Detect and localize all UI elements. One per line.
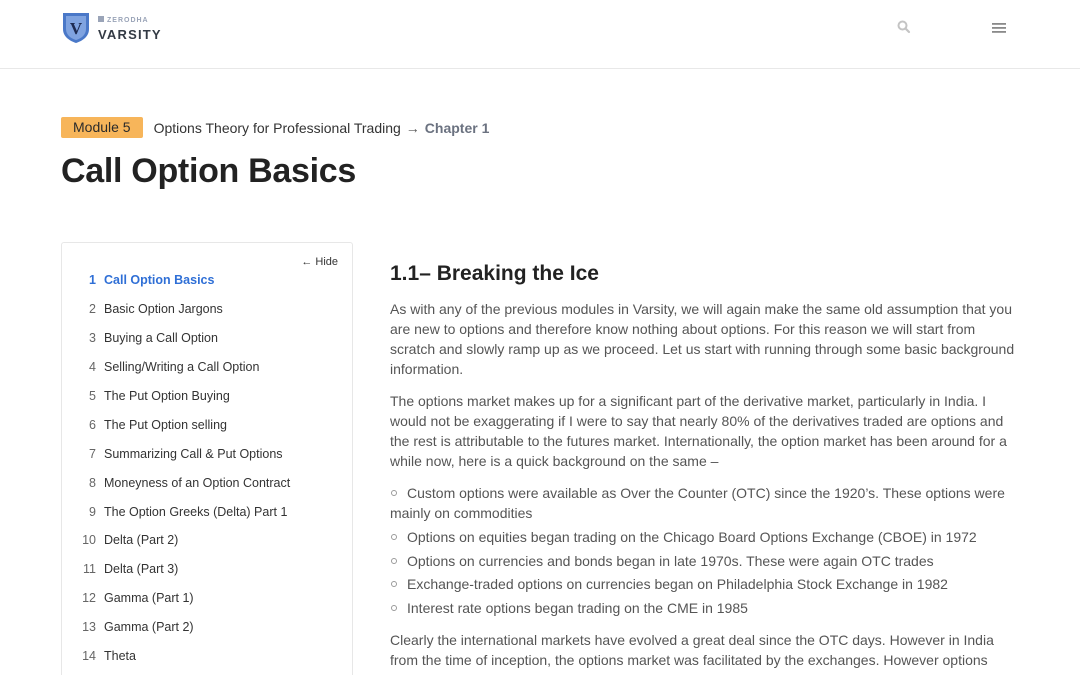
brand-small-label: ZERODHA [98, 16, 162, 25]
search-icon [896, 19, 912, 35]
chapter-label: Delta (Part 2) [104, 533, 179, 548]
chapter-number: 10 [82, 533, 96, 548]
bullet-circle-icon [391, 558, 397, 564]
course-link[interactable]: Options Theory for Professional Trading [153, 119, 401, 136]
chapter-sidebar [61, 242, 353, 675]
bullet-circle-icon [391, 534, 397, 540]
svg-text:V: V [69, 19, 83, 38]
paragraph: Clearly the international markets have evolved a great deal since the OTC days. However in India from the time of inception, the options market was facilitated by the exchanges. However options [390, 632, 994, 669]
chapter-label: Buying a Call Option [104, 331, 218, 346]
bullet-text: Custom options were available as Over the Counter (OTC) since the 1920’s. These options were mainly on commodities [390, 485, 1005, 521]
bullet-text: Options on currencies and bonds began in late 1970s. These were again OTC trades [407, 552, 934, 569]
chapter-label: Theta [104, 649, 136, 664]
bullet-list [390, 483, 1015, 618]
sidebar-chapter-item[interactable] [76, 613, 290, 642]
chapter-number: 13 [82, 620, 96, 635]
top-header [0, 0, 1080, 69]
chapter-number: 8 [89, 475, 96, 490]
sidebar-chapter-item[interactable] [76, 410, 290, 439]
sidebar-chapter-item[interactable] [76, 295, 290, 324]
menu-button[interactable] [990, 21, 1008, 35]
module-badge[interactable]: Module 5 [61, 117, 143, 138]
chapter-label: Gamma (Part 2) [104, 620, 194, 635]
chapter-number: 6 [89, 417, 96, 432]
chapter-list [76, 266, 290, 670]
chapter-number: 4 [89, 360, 96, 375]
sidebar-chapter-item[interactable] [76, 266, 290, 295]
sidebar-chapter-item[interactable] [76, 353, 290, 382]
bullet-circle-icon [391, 581, 397, 587]
chapter-number: 2 [89, 302, 96, 317]
bullet-item [390, 551, 1015, 571]
hamburger-menu-icon [990, 21, 1008, 35]
sidebar-chapter-item[interactable] [76, 642, 290, 671]
bullet-text: Options on equities began trading on the Chicago Board Options Exchange (CBOE) in 1972 [407, 528, 977, 545]
chapter-number: 12 [82, 591, 96, 606]
bullet-text: Interest rate options began trading on the CME in 1985 [407, 600, 748, 617]
paragraph: As with any of the previous modules in Varsity, we will again make the same old assumption that you are new to options and therefore know nothing about options. For this reason we will start from scratch and slowly ramp up as we proceed. Let us start with running through some basic background information. [390, 301, 1015, 377]
paragraph: The options market makes up for a significant part of the derivative market, particularly in India. I would not be exaggerating if I were to say that nearly 80% of the derivatives traded are options and the rest is attributable to the futures market. Internationally, the option market has been around for a while now, here is a quick background on the same – [390, 393, 1007, 469]
page-title: Call Option Basics [61, 152, 357, 190]
chapter-number: 1 [89, 273, 96, 288]
sidebar-chapter-item[interactable] [76, 382, 290, 411]
chapter-label: Moneyness of an Option Contract [104, 475, 291, 490]
bullet-circle-icon [391, 605, 397, 611]
chapter-label: The Put Option selling [104, 417, 227, 432]
chapter-label: The Option Greeks (Delta) Part 1 [104, 504, 288, 519]
brand-main-label: VARSITY [98, 27, 162, 42]
bullet-text: Exchange-traded options on currencies began on Philadelphia Stock Exchange in 1982 [407, 576, 948, 593]
chapter-number: 11 [83, 562, 96, 577]
breadcrumb [61, 117, 489, 138]
chapter-label: Call Option Basics [104, 273, 215, 288]
sidebar-chapter-item[interactable] [76, 526, 290, 555]
chapter-label: Gamma (Part 1) [104, 591, 194, 606]
chapter-label: The Put Option Buying [104, 389, 230, 403]
sidebar-chapter-item[interactable] [76, 324, 290, 353]
sidebar-chapter-item[interactable] [76, 497, 290, 526]
hide-sidebar-button[interactable]: ← Hide [301, 256, 338, 268]
sidebar-chapter-item[interactable] [76, 439, 290, 468]
chapter-number: 3 [89, 331, 96, 346]
chapter-label: Summarizing Call & Put Options [104, 446, 283, 461]
chapter-number: 9 [89, 504, 96, 519]
breadcrumb-arrow-icon: → [405, 119, 420, 136]
sidebar-chapter-item[interactable] [76, 584, 290, 613]
chapter-label: Delta (Part 3) [104, 562, 179, 577]
section-heading: 1.1– Breaking the Ice [390, 262, 599, 285]
bullet-item [390, 483, 1015, 523]
varsity-logo[interactable] [61, 11, 162, 44]
sidebar-chapter-item[interactable] [76, 555, 290, 584]
chapter-label: Selling/Writing a Call Option [104, 360, 260, 375]
article-content [390, 262, 1015, 675]
bullet-item [390, 574, 1015, 594]
search-button[interactable] [896, 19, 912, 35]
chapter-number: 5 [89, 389, 96, 403]
bullet-circle-icon [391, 490, 397, 496]
shield-logo-icon [61, 11, 91, 44]
chapter-number: 14 [82, 649, 96, 664]
chapter-label: Basic Option Jargons [104, 302, 223, 317]
chapter-label: Chapter 1 [424, 119, 490, 136]
bullet-item [390, 527, 1015, 547]
sidebar-chapter-item[interactable] [76, 468, 290, 497]
chapter-number: 7 [89, 446, 96, 461]
bullet-item [390, 598, 1015, 618]
